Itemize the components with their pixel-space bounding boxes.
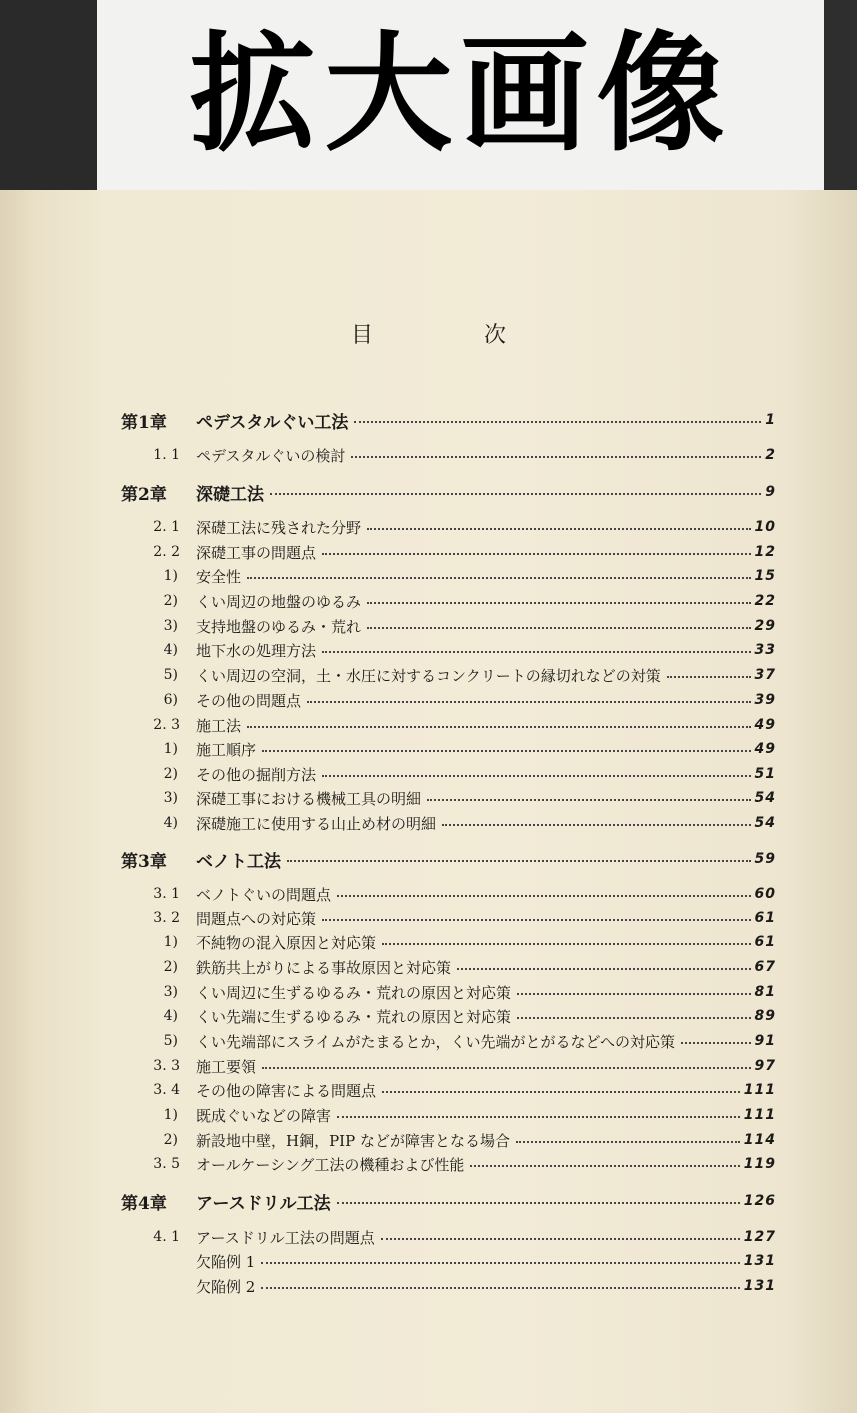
toc-page-number: 51 [754, 766, 776, 782]
toc-item [0, 980, 790, 1004]
toc-item [0, 930, 790, 954]
toc-leader-dots [307, 688, 751, 712]
toc-entry-number: 2) [163, 1132, 178, 1148]
toc-entry-number: 3. 3 [153, 1058, 180, 1074]
toc-leader-dots [367, 589, 751, 613]
toc-section [0, 540, 790, 564]
toc-page-number: 10 [754, 519, 776, 535]
toc-entry-number: 4. 1 [153, 1229, 180, 1245]
toc-leader-dots [247, 713, 751, 737]
toc-entry-number: 2) [163, 593, 178, 609]
toc-page-number: 131 [743, 1253, 776, 1269]
toc-section [0, 713, 790, 737]
toc-item [0, 737, 790, 761]
toc-page-number: 60 [754, 886, 776, 902]
toc-page-number: 126 [743, 1193, 776, 1209]
banner-left-edge [0, 0, 97, 190]
toc-leader-dots [470, 1152, 739, 1176]
toc-page-number: 67 [754, 959, 776, 975]
toc-page-number: 111 [743, 1082, 776, 1098]
toc-leader-dots [322, 906, 751, 930]
toc-page-number: 9 [765, 484, 776, 500]
toc-item [0, 1103, 790, 1127]
toc-page-number: 37 [754, 667, 776, 683]
toc-entry-title: くい先端に生ずるゆるみ・荒れの原因と対応策 [196, 1007, 512, 1026]
toc-item [0, 688, 790, 712]
toc-entry-number: 4) [163, 815, 178, 831]
toc-entry-number: 1) [163, 568, 178, 584]
toc-leader-dots [261, 1274, 739, 1298]
toc-leader-dots [681, 1029, 751, 1053]
toc-leader-dots [382, 930, 751, 954]
toc-page-number: 22 [754, 593, 776, 609]
toc-leader-dots [667, 663, 751, 687]
toc-entry-title: 深礎工法 [196, 484, 264, 505]
toc-item [0, 811, 790, 835]
toc-item [0, 663, 790, 687]
toc-leader-dots [517, 980, 751, 1004]
toc-entry-title: 欠陥例 1 [196, 1252, 256, 1271]
toc-entry-title: 深礎工事の問題点 [196, 543, 317, 562]
toc-entry-number: 3. 1 [153, 886, 180, 902]
toc-entry-title: 施工順序 [196, 740, 257, 759]
toc-entry-title: その他の問題点 [196, 691, 302, 710]
toc-entry-title: 問題点への対応策 [196, 909, 317, 928]
toc-leader-dots [427, 786, 751, 810]
toc-entry-number: 2. 2 [153, 544, 180, 560]
toc-item [0, 1029, 790, 1053]
toc-leader-dots [287, 847, 751, 871]
toc-section [0, 1054, 790, 1078]
toc-entry-number: 1) [163, 934, 178, 950]
toc-page-number: 119 [743, 1156, 776, 1172]
toc-page-number: 127 [743, 1229, 776, 1245]
toc-entry-number: 5) [163, 1033, 178, 1049]
toc-chapter [0, 480, 790, 504]
toc-entry-title: オールケーシング工法の機種および性能 [196, 1155, 465, 1174]
toc-entry-number: 3) [163, 790, 178, 806]
toc-page-number: 12 [754, 544, 776, 560]
toc-entry-number: 4) [163, 1008, 178, 1024]
banner-right-edge [824, 0, 857, 190]
toc-leader-dots [337, 882, 751, 906]
toc-entry-title: 施工法 [196, 716, 242, 735]
toc-leader-dots [337, 1103, 740, 1127]
toc-leader-dots [516, 1128, 740, 1152]
toc-leader-dots [517, 1004, 751, 1028]
toc-entry-number: 6) [163, 692, 178, 708]
toc-page-number: 131 [743, 1278, 776, 1294]
toc-section [0, 1078, 790, 1102]
toc-leader-dots [262, 1054, 751, 1078]
toc-entry-title: ペデスタルぐいの検討 [196, 446, 346, 465]
toc-chapter [0, 1189, 790, 1213]
toc-entry-title: アースドリル工法 [196, 1193, 331, 1214]
toc-entry-title: 新設地中壁，H鋼，PIP などが障害となる場合 [196, 1131, 510, 1150]
toc-chapter [0, 847, 790, 871]
toc-page-number: 91 [754, 1033, 776, 1049]
toc-leader-dots [381, 1225, 740, 1249]
toc-item [0, 1128, 790, 1152]
toc-leader-dots [351, 443, 761, 467]
toc-page-number: 89 [754, 1008, 776, 1024]
toc-leader-dots [442, 811, 751, 835]
toc-entry-title: 安全性 [196, 567, 242, 586]
toc-page-number: 1 [765, 412, 776, 428]
toc-leader-dots [322, 540, 751, 564]
toc-entry-title: 深礎工法に残された分野 [196, 518, 362, 537]
toc-page-number: 15 [754, 568, 776, 584]
toc-page-number: 49 [754, 741, 776, 757]
toc-leader-dots [382, 1078, 740, 1102]
toc-entry-number: 第3章 [121, 851, 167, 872]
toc-entry-title: くい周辺に生ずるゆるみ・荒れの原因と対応策 [196, 983, 512, 1002]
toc-entry-title: その他の障害による問題点 [196, 1081, 377, 1100]
toc-entry-title: その他の掘削方法 [196, 765, 317, 784]
toc-entry-title: 欠陥例 2 [196, 1277, 256, 1296]
toc-item [0, 1249, 790, 1273]
toc-item [0, 1004, 790, 1028]
toc-section [0, 882, 790, 906]
banner-text: 拡大画像 [188, 20, 733, 169]
toc-chapter [0, 408, 790, 432]
toc-page-number: 97 [754, 1058, 776, 1074]
toc-page-number: 33 [754, 642, 776, 658]
toc-section [0, 1152, 790, 1176]
toc-section [0, 906, 790, 930]
toc-entry-number: 1. 1 [153, 447, 180, 463]
toc-entry-number: 3) [163, 618, 178, 634]
toc-page-number: 111 [743, 1107, 776, 1123]
toc-entry-number: 4) [163, 642, 178, 658]
toc-entry-number: 第4章 [121, 1193, 167, 1214]
toc-entry-title: くい周辺の地盤のゆるみ [196, 592, 362, 611]
toc-entry-number: 5) [163, 667, 178, 683]
toc-leader-dots [367, 515, 751, 539]
toc-entry-title: 鉄筋共上がりによる事故原因と対応策 [196, 958, 452, 977]
toc-entry-title: くい先端部にスライムがたまるとか，くい先端がとがるなどへの対応策 [196, 1032, 675, 1051]
toc-leader-dots [337, 1189, 740, 1213]
toc-section [0, 1225, 790, 1249]
toc-entry-title: ベノト工法 [196, 851, 281, 872]
toc-leader-dots [322, 638, 751, 662]
toc-page-number: 54 [754, 790, 776, 806]
toc-entry-number: 3. 4 [153, 1082, 180, 1098]
toc-entry-number: 2. 3 [153, 717, 180, 733]
toc-entry-title: 地下水の処理方法 [196, 641, 317, 660]
toc-entry-number: 2. 1 [153, 519, 180, 535]
toc-entry-title: ベノトぐいの問題点 [196, 885, 332, 904]
toc-entry-number: 3) [163, 984, 178, 1000]
toc-page-number: 61 [754, 934, 776, 950]
toc-leader-dots [270, 480, 761, 504]
toc-item [0, 786, 790, 810]
banner [97, 0, 824, 192]
toc-item [0, 1274, 790, 1298]
book-page [0, 190, 857, 1413]
toc-leader-dots [261, 1249, 739, 1273]
toc-leader-dots [354, 408, 761, 432]
toc-leader-dots [322, 762, 751, 786]
toc-entry-number: 3. 5 [153, 1156, 180, 1172]
toc-entry-title: くい周辺の空洞，土・水圧に対するコンクリートの縁切れなどの対策 [196, 666, 661, 685]
toc-item [0, 614, 790, 638]
toc-item [0, 955, 790, 979]
toc-section [0, 515, 790, 539]
toc-entry-number: 2) [163, 959, 178, 975]
toc-page-number: 29 [754, 618, 776, 634]
toc-entry-title: 深礎工事における機械工具の明細 [196, 789, 422, 808]
toc-entry-title: ペデスタルぐい工法 [196, 412, 349, 433]
toc-entry-title: 不純物の混入原因と対応策 [196, 933, 377, 952]
toc-item [0, 589, 790, 613]
toc-item [0, 638, 790, 662]
toc-title: 目 次 [351, 323, 558, 348]
toc-page-number: 49 [754, 717, 776, 733]
toc-entry-number: 第1章 [121, 412, 167, 433]
toc-entry-number: 1) [163, 1107, 178, 1123]
toc-leader-dots [457, 955, 751, 979]
toc-page-number: 54 [754, 815, 776, 831]
toc-leader-dots [262, 737, 751, 761]
toc-leader-dots [247, 564, 751, 588]
toc-page-number: 114 [743, 1132, 776, 1148]
toc-entry-title: 支持地盤のゆるみ・荒れ [196, 617, 362, 636]
toc-leader-dots [367, 614, 751, 638]
toc-entry-title: 深礎施工に使用する山止め材の明細 [196, 814, 437, 833]
toc-entry-number: 2) [163, 766, 178, 782]
toc-entry-title: 既成ぐいなどの障害 [196, 1106, 332, 1125]
toc-entry-number: 1) [163, 741, 178, 757]
toc-entry-number: 3. 2 [153, 910, 180, 926]
toc-item [0, 564, 790, 588]
toc-page-number: 59 [754, 851, 776, 867]
toc-page-number: 2 [765, 447, 776, 463]
toc-entry-title: アースドリル工法の問題点 [196, 1228, 375, 1247]
toc-page-number: 61 [754, 910, 776, 926]
toc-entry-title: 施工要領 [196, 1057, 257, 1076]
toc-page-number: 39 [754, 692, 776, 708]
toc-section [0, 443, 790, 467]
toc-entry-number: 第2章 [121, 484, 167, 505]
toc-item [0, 762, 790, 786]
toc-page-number: 81 [754, 984, 776, 1000]
